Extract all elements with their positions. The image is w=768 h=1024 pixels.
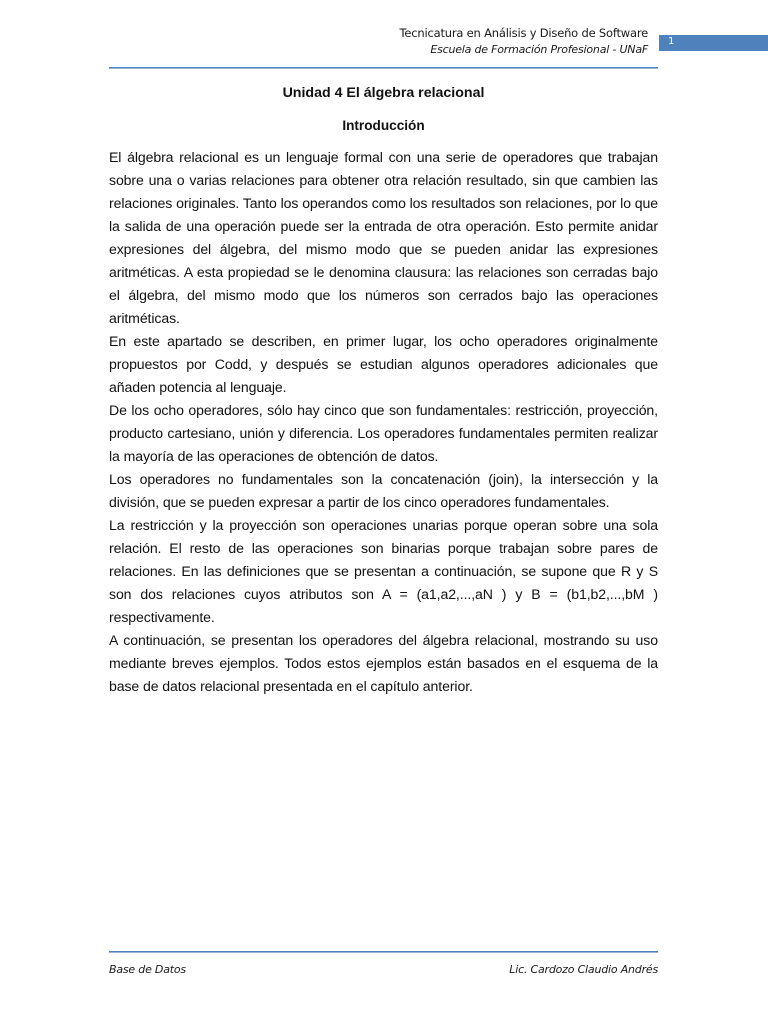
- paragraph: A continuación, se presentan los operadores del álgebra relacional, mostrando su uso mediante breves ejemplos. Todos estos ejemplos están basados en el esquema de la base de datos relacional presentada en el capítulo anterior.: [109, 632, 658, 694]
- footer-divider: [109, 951, 658, 952]
- body-text: [109, 146, 658, 698]
- footer-author: Lic. Cardozo Claudio Andrés: [509, 963, 658, 976]
- header-subtitle: Escuela de Formación Profesional - UNaF: [430, 43, 648, 56]
- header-divider: [109, 67, 658, 68]
- page-number-tab: [659, 35, 768, 51]
- document-title: Unidad 4 El álgebra relacional: [282, 85, 485, 101]
- paragraph: De los ocho operadores, sólo hay cinco que son fundamentales: restricción, proyección, producto cartesiano, unión y diferencia. Los operadores fundamentales permiten realizar la mayoría de las operaciones de obtención de datos.: [109, 402, 658, 464]
- paragraph: La restricción y la proyección son operaciones unarias porque operan sobre una sola relación. El resto de las operaciones son binarias porque trabajan sobre pares de relaciones. En las definiciones que se presentan a continuación, se supone que R y S son dos relaciones cuyos atributos son A = (a1,a2,...,aN ) y B = (b1,b2,...,bM ) respectivamente.: [109, 517, 658, 625]
- header-title: Tecnicatura en Análisis y Diseño de Software: [399, 26, 648, 40]
- page-number: 1: [668, 36, 675, 47]
- paragraph: El álgebra relacional es un lenguaje formal con una serie de operadores que trabajan sobre una o varias relaciones para obtener otra relación resultado, sin que cambien las relaciones originales. Tanto los operandos como los resultados son relaciones, por lo que la salida de una operación puede ser la entrada de otra operación. Esto permite anidar expresiones del álgebra, del mismo modo que se pueden anidar las expresiones aritméticas. A esta propiedad se le denomina clausura: las relaciones son cerradas bajo el álgebra, del mismo modo que los números son cerrados bajo las operaciones aritméticas.: [109, 149, 658, 326]
- section-heading: Introducción: [342, 118, 425, 133]
- paragraph: En este apartado se describen, en primer lugar, los ocho operadores originalmente propuestos por Codd, y después se estudian algunos operadores adicionales que añaden potencia al lenguaje.: [109, 333, 658, 395]
- paragraph: Los operadores no fundamentales son la concatenación (join), la intersección y la división, que se pueden expresar a partir de los cinco operadores fundamentales.: [109, 471, 658, 510]
- footer-course-name: Base de Datos: [109, 963, 186, 976]
